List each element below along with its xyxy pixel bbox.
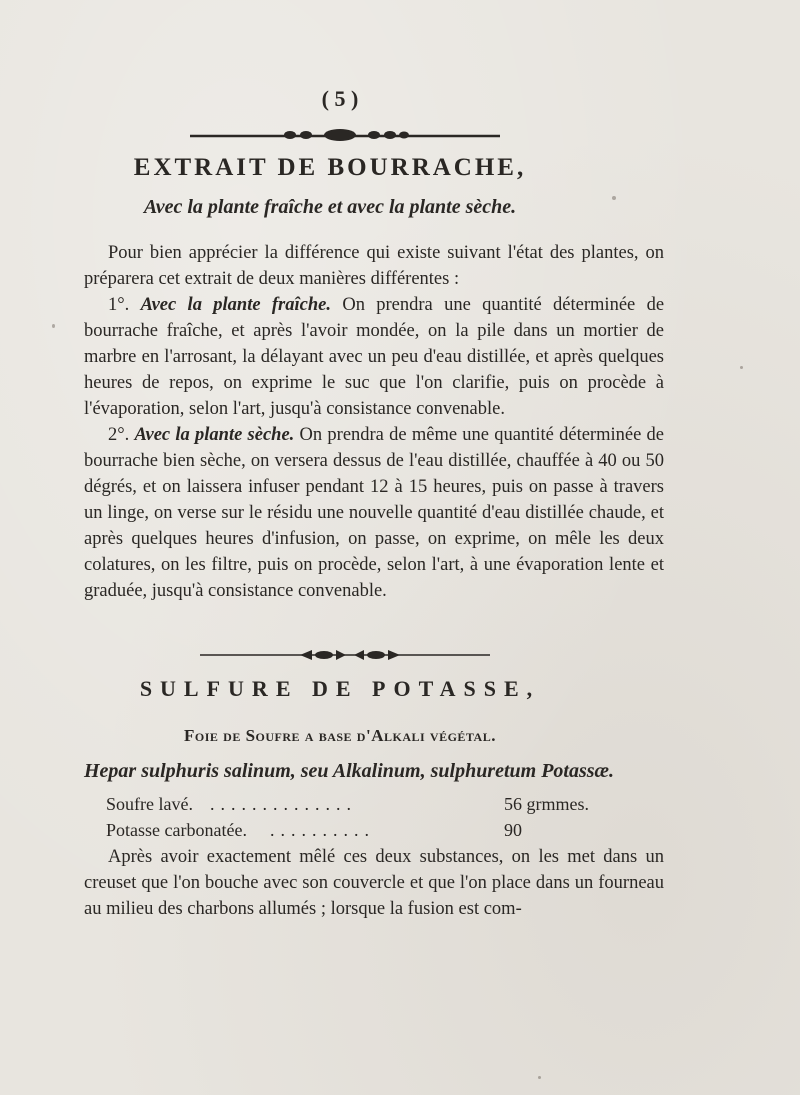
section-title-sulfure: SULFURE DE POTASSE, xyxy=(139,676,541,701)
intro-text: Pour bien apprécier la différence qui existe suivant l'état des plantes, on préparera cet extrait de deux manières différentes : xyxy=(84,243,664,289)
paper-speck xyxy=(612,196,616,200)
ornament-rule-middle xyxy=(200,648,490,662)
paper-speck xyxy=(740,366,743,369)
ingredient-row xyxy=(106,794,589,815)
item2-paragraph xyxy=(84,422,664,604)
ingredient-quantity: 90 xyxy=(504,820,522,840)
ingredient-leader-dots: .......... xyxy=(270,820,375,840)
latin-name: Hepar sulphuris salinum, seu Alkalinum, sulphuretum Potassæ. xyxy=(84,760,614,782)
section-subtitle-bourrache: Avec la plante fraîche et avec la plante sèche. xyxy=(143,196,517,218)
item2-text: On prendra de même une quantité déterminée de bourrache bien sèche, on versera dessus de l'eau distillée, chauffée à 40 ou 50 dégrés, et on laissera infuser pendant 12 à 15 heures, puis on passe à travers un linge, on verse sur le résidu une nouvelle quantité d'eau distillée chaude, et après quelques heures d'infusion, on passe, on exprime, on mêle les deux colatures, on les filtre, puis on procède, selon l'art, à une évaporation lente et graduée, jusqu'à consistance convenable. xyxy=(84,425,664,601)
ingredient-name: Potasse carbonatée. xyxy=(106,820,247,840)
ingredient-row xyxy=(106,820,522,841)
ornament-rule-top xyxy=(190,128,500,142)
ingredient-leader-dots: .............. xyxy=(210,794,357,814)
ingredient-name: Soufre lavé. xyxy=(106,794,193,814)
item1-text: On prendra une quantité déterminée de bourrache fraîche, et après l'avoir mondée, on la pile dans un mortier de marbre en l'arrosant, la délayant avec un peu d'eau distillée, et après quelques heures de repos, on exprime le suc que l'on clarifie, puis on procède à l'évaporation, selon l'art, jusqu'à consistance convenable. xyxy=(84,295,665,419)
item1-paragraph xyxy=(84,292,664,422)
page-number: ( 5 ) xyxy=(321,86,359,111)
ingredient-quantity: 56 grmmes. xyxy=(504,794,589,814)
section-subtitle-sulfure: Foie de Soufre a base d'Alkali végétal. xyxy=(184,726,496,745)
item1-heading: Avec la plante fraîche. xyxy=(140,295,331,315)
sulfure-text: Après avoir exactement mêlé ces deux substances, on les met dans un creuset que l'on bouche avec son couvercle et que l'on place dans un fourneau au milieu des charbons allumés ; lorsque la fusion est com- xyxy=(84,847,664,919)
item1-number: 1°. xyxy=(108,295,130,315)
item2-number: 2°. xyxy=(108,425,130,445)
section-title-bourrache: EXTRAIT DE BOURRACHE, xyxy=(133,154,527,181)
sulfure-paragraph xyxy=(84,844,664,922)
paper-speck xyxy=(538,1076,541,1079)
item2-heading: Avec la plante sèche. xyxy=(134,425,295,445)
paper-speck xyxy=(52,324,55,328)
intro-paragraph xyxy=(84,240,664,292)
